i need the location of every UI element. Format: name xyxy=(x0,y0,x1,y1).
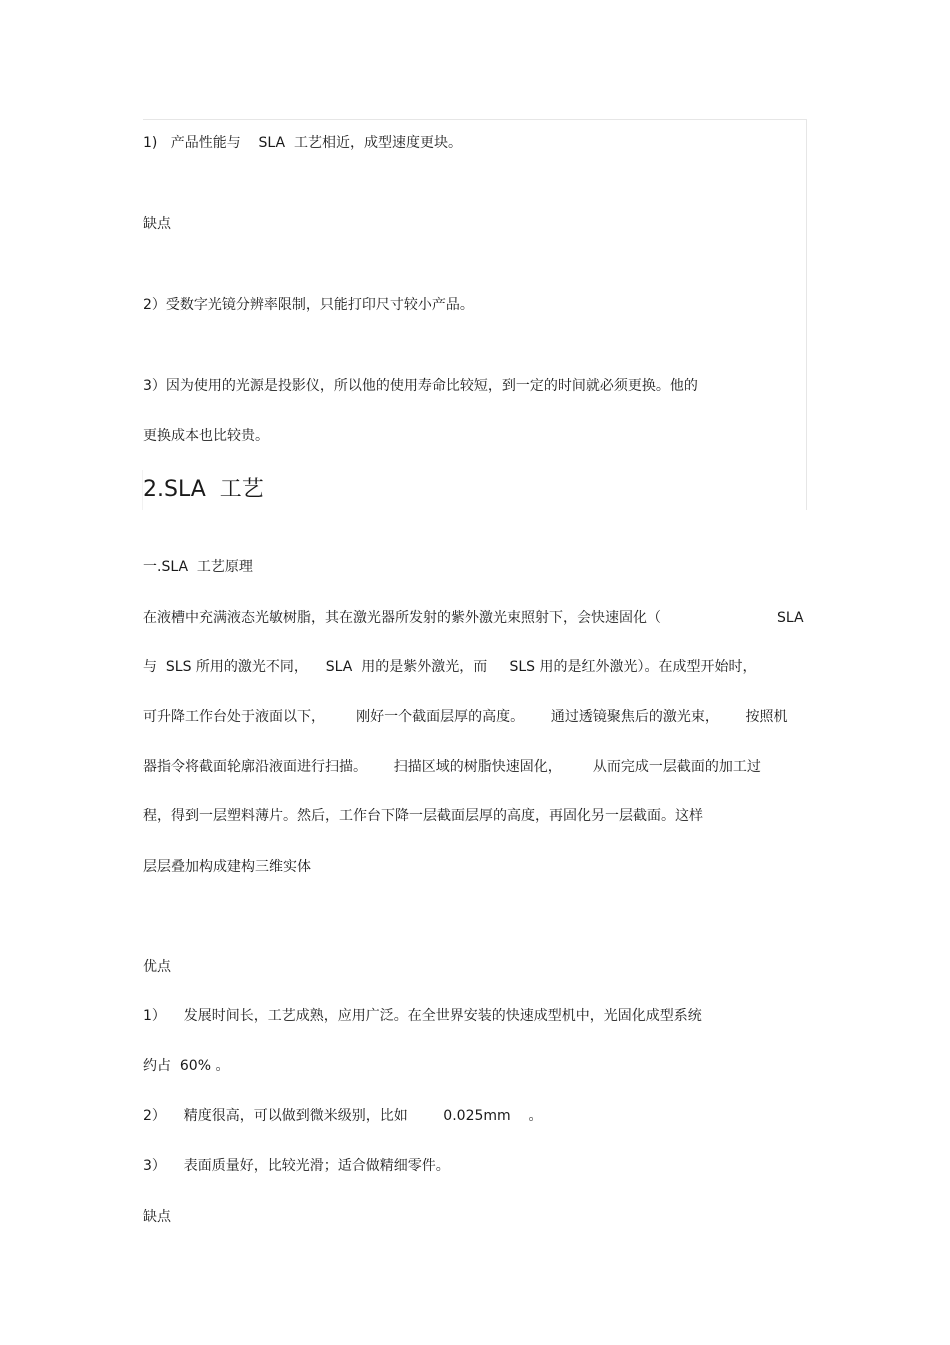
box-right-border xyxy=(806,119,807,510)
advantage-item-1: 1) 产品性能与 SLA 工艺相近，成型速度更块。 xyxy=(143,135,463,151)
cons-title-2: 缺点 xyxy=(143,1209,171,1225)
principle-subtitle: 一.SLA 工艺原理 xyxy=(143,559,253,575)
section-heading-sla: 2.SLA 工艺 xyxy=(143,477,264,502)
principle-line-5: 程，得到一层塑料薄片。然后，工作台下降一层截面层厚的高度，再固化另一层截面。这样 xyxy=(143,808,703,824)
box-top-border xyxy=(143,119,807,120)
principle-line-1-end: SLA xyxy=(777,610,804,626)
principle-line-3: 可升降工作台处于液面以下， 刚好一个截面层厚的高度。 通过透镜聚焦后的激光束， 按照机 xyxy=(143,709,788,725)
pros-item-1-line-2: 约占 60% 。 xyxy=(143,1058,230,1074)
principle-line-4: 器指令将截面轮廓沿液面进行扫描。 扫描区域的树脂快速固化， 从而完成一层截面的加工过 xyxy=(143,759,761,775)
pros-title: 优点 xyxy=(143,959,171,975)
pros-item-1-line-1: 1） 发展时间长，工艺成熟，应用广泛。在全世界安装的快速成型机中，光固化成型系统 xyxy=(143,1008,702,1024)
principle-line-1: 在液槽中充满液态光敏树脂，其在激光器所发射的紫外激光束照射下，会快速固化（ xyxy=(143,610,661,626)
pros-item-2: 2） 精度很高，可以做到微米级别，比如 0.025mm 。 xyxy=(143,1108,543,1124)
cons-item-3-line-1: 3）因为使用的光源是投影仪，所以他的使用寿命比较短，到一定的时间就必须更换。他的 xyxy=(143,378,698,394)
principle-line-6: 层层叠加构成建构三维实体 xyxy=(143,859,311,875)
cons-item-3-line-2: 更换成本也比较贵。 xyxy=(143,428,269,444)
cons-item-2: 2）受数字光镜分辨率限制，只能打印尺寸较小产品。 xyxy=(143,297,474,313)
pros-item-3: 3） 表面质量好，比较光滑；适合做精细零件。 xyxy=(143,1158,450,1174)
cons-title: 缺点 xyxy=(143,216,171,232)
principle-line-2: 与 SLS 所用的激光不同， SLA 用的是紫外激光，而 SLS 用的是红外激光）。在成型开始时， xyxy=(143,659,757,675)
